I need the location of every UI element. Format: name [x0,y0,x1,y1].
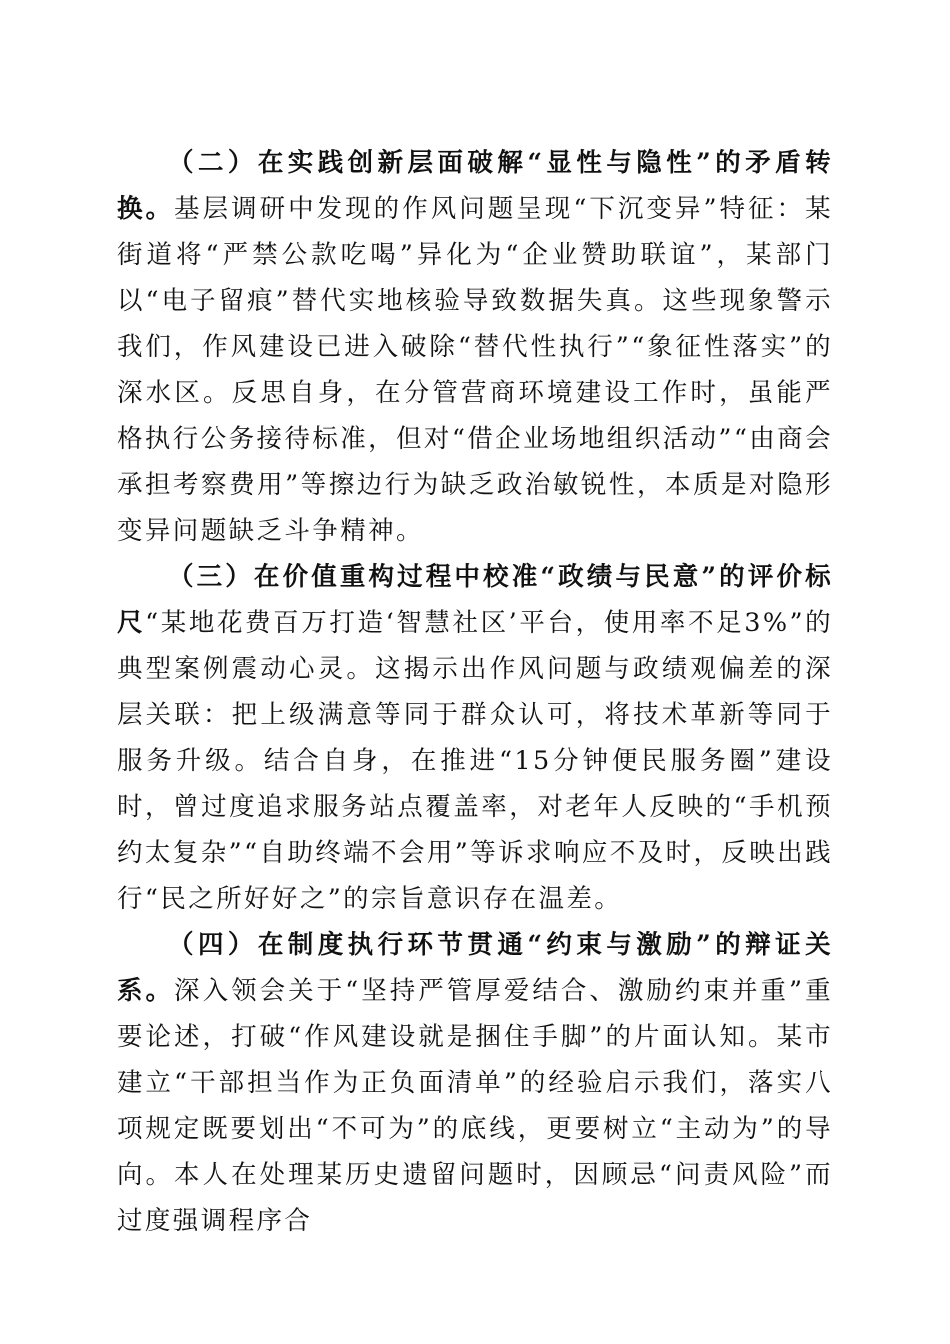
paragraph-2-heading: （二）在实践创新层面破解“显性与隐性”的矛盾转换。 [117,148,833,224]
paragraph-4 [117,922,833,1244]
paragraph-3-text: “某地花费百万打造‘智慧社区’平台，使用率不足3%”的典型案例震动心灵。这揭示出作风问题与政绩观偏差的深层关联：把上级满意等同于群众认可，将技术革新等同于服务升级。结合自身，在推进“15分钟便民服务圈”建设时，曾过度追求服务站点覆盖率，对老年人反映的“手机预约太复杂”“自助终端不会用”等诉求响应不及时，反映出践行“民之所好好之”的宗旨意识存在温差。 [117,608,833,914]
paragraph-2 [117,140,833,554]
paragraph-3 [117,554,833,922]
document-body [117,140,833,1244]
paragraph-4-text: 深入领会关于“坚持严管厚爱结合、激励约束并重”重要论述，打破“作风建设就是捆住手脚”的片面认知。某市建立“干部担当作为正负面清单”的经验启示我们，落实八项规定既要划出“不可为”的底线，更要树立“主动为”的导向。本人在处理某历史遗留问题时，因顾忌“问责风险”而过度强调程序合 [117,976,833,1236]
paragraph-4-heading: （四）在制度执行环节贯通“约束与激励”的辩证关系。 [117,930,833,1006]
paragraph-2-text: 基层调研中发现的作风问题呈现“下沉变异”特征：某街道将“严禁公款吃喝”异化为“企业赞助联谊”，某部门以“电子留痕”替代实地核验导致数据失真。这些现象警示我们，作风建设已进入破除“替代性执行”“象征性落实”的深水区。反思自身，在分管营商环境建设工作时，虽能严格执行公务接待标准，但对“借企业场地组织活动”“由商会承担考察费用”等擦边行为缺乏政治敏锐性，本质是对隐形变异问题缺乏斗争精神。 [117,194,833,546]
paragraph-3-heading: （三）在价值重构过程中校准“政绩与民意”的评价标尺 [117,562,833,638]
